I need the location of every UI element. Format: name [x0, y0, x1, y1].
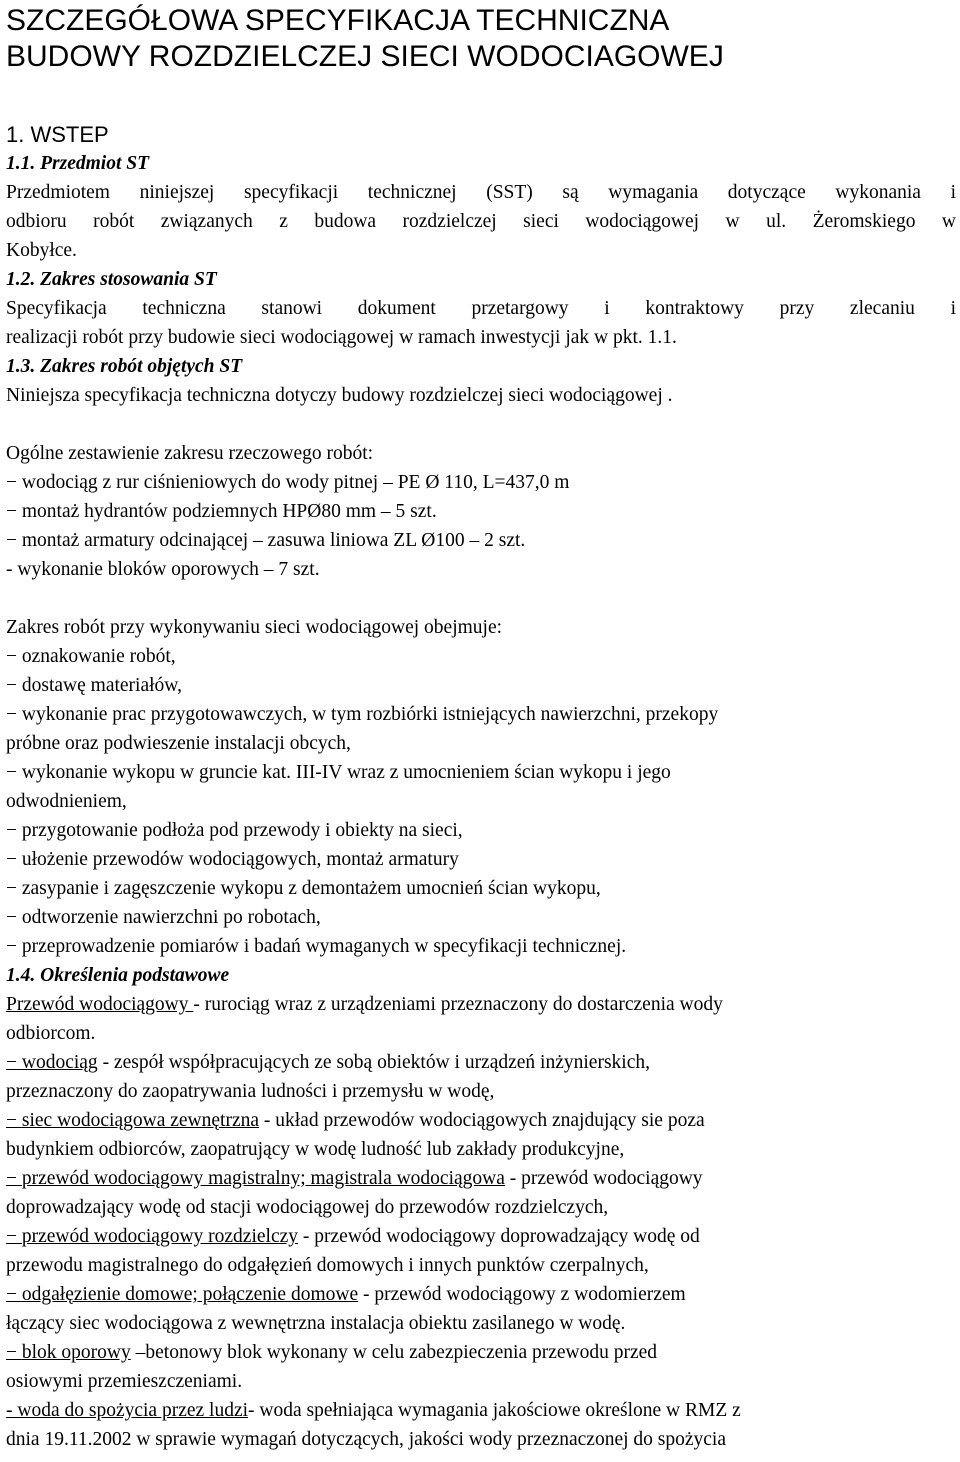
- definition-line: dnia 19.11.2002 w sprawie wymagań dotyczących, jakości wody przeznaczonej do spożycia: [6, 1429, 726, 1450]
- definition-term: siec wodociągowa zewnętrzna: [21, 1110, 260, 1131]
- list-item: - wykonanie bloków oporowych – 7 szt.: [6, 559, 320, 580]
- list-item: − oznakowanie robót,: [6, 646, 176, 667]
- definition-line: przewodu magistralnego do odgałęzień domowych i innych punktów czerpalnych,: [6, 1255, 649, 1276]
- definition-prefix: −: [6, 1284, 22, 1305]
- list-item: − wodociąg z rur ciśnieniowych do wody pitnej – PE Ø 110, L=437,0 m: [6, 472, 570, 493]
- definition-prefix: −: [6, 1168, 22, 1189]
- definition-line: przeznaczony do zaopatrywania ludności i przemysłu w wodę,: [6, 1081, 495, 1102]
- list-item: − przygotowanie podłoża pod przewody i obiekty na sieci,: [6, 820, 463, 841]
- list-item: − odtworzenie nawierzchni po robotach,: [6, 907, 321, 928]
- list-item: − montaż hydrantów podziemnych HPØ80 mm – 5 szt.: [6, 501, 437, 522]
- document-title-line-2: BUDOWY ROZDZIELCZEJ SIECI WODOCIAGOWEJ: [6, 40, 724, 73]
- definition-line: doprowadzający wodę od stacji wodociągowej do przewodów rozdzielczych,: [6, 1197, 609, 1218]
- definition-term: wodociąg: [21, 1052, 98, 1073]
- document-body: [6, 149, 956, 1454]
- definition-line: [6, 1338, 956, 1367]
- definition-text: - przewód wodociągowy z wodomierzem: [358, 1284, 686, 1305]
- definition-line: odbiorcom.: [6, 1023, 96, 1044]
- definition-term: przewód wodociągowy rozdzielczy: [21, 1226, 299, 1247]
- definition-text: - woda spełniająca wymagania jakościowe określone w RMZ z: [248, 1400, 741, 1421]
- list-item: − montaż armatury odcinającej – zasuwa liniowa ZL Ø100 – 2 szt.: [6, 530, 526, 551]
- definition-line: [6, 1048, 956, 1077]
- definition-term: - woda do spożycia przez ludzi: [6, 1400, 249, 1421]
- list-item: − przeprowadzenie pomiarów i badań wymaganych w specyfikacji technicznej.: [6, 936, 627, 957]
- definition-line: [6, 1280, 956, 1309]
- paragraph-line: Kobyłce.: [6, 240, 77, 261]
- paragraph-line: Niniejsza specyfikacja techniczna dotyczy budowy rozdzielczej sieci wodociągowej .: [6, 385, 673, 406]
- definition-line: [6, 990, 956, 1019]
- definition-line: budynkiem odbiorców, zaopatrujący w wodę ludność lub zakłady produkcyjne,: [6, 1139, 625, 1160]
- list-item: − zasypanie i zagęszczenie wykopu z demontażem umocnień ścian wykopu,: [6, 878, 601, 899]
- section-1-heading: 1. WSTEP: [6, 122, 109, 147]
- definition-text: –betonowy blok wykonany w celu zabezpieczenia przewodu przed: [130, 1342, 658, 1363]
- definition-prefix: −: [6, 1052, 22, 1073]
- section-1-3-heading: 1.3. Zakres robót objętych ST: [6, 356, 243, 377]
- paragraph-line: realizacji robót przy budowie sieci wodociągowej w ramach inwestycji jak w pkt. 1.1.: [6, 327, 677, 348]
- definition-line: [6, 1106, 956, 1135]
- definition-line: [6, 1222, 956, 1251]
- paragraph-line: Przedmiotem niniejszej specyfikacji technicznej (SST) są wymagania dotyczące wykonania i: [6, 182, 956, 203]
- definition-line: [6, 1164, 956, 1193]
- definition-term: blok oporowy: [21, 1342, 131, 1363]
- definition-text: - przewód wodociągowy doprowadzający wodę od: [298, 1226, 700, 1247]
- paragraph-line: odbioru robót związanych z budowa rozdzielczej sieci wodociągowej w ul. Żeromskiego w: [6, 211, 956, 232]
- list-item: − wykonanie wykopu w gruncie kat. III-IV wraz z umocnieniem ścian wykopu i jego: [6, 762, 671, 783]
- definition-text: - układ przewodów wodociągowych znajdujący sie poza: [259, 1110, 705, 1131]
- definition-prefix: −: [6, 1342, 22, 1363]
- definition-text: - rurociąg wraz z urządzeniami przeznaczony do dostarczenia wody: [193, 994, 723, 1015]
- definition-line: [6, 1396, 956, 1425]
- section-1-1-heading: 1.1. Przedmiot ST: [6, 153, 150, 174]
- section-1-2-heading: 1.2. Zakres stosowania ST: [6, 269, 217, 290]
- list-item: odwodnieniem,: [6, 791, 127, 812]
- section-1-4-heading: 1.4. Określenia podstawowe: [6, 965, 230, 986]
- summary-intro: Ogólne zestawienie zakresu rzeczowego robót:: [6, 443, 374, 464]
- definition-line: łączący siec wodociągowa z wewnętrzna instalacja obiektu zasilanego w wodę.: [6, 1313, 626, 1334]
- list-item: próbne oraz podwieszenie instalacji obcych,: [6, 733, 351, 754]
- list-item: − dostawę materiałów,: [6, 675, 182, 696]
- definition-term: odgałęzienie domowe; połączenie domowe: [21, 1284, 359, 1305]
- definition-term: Przewód wodociągowy: [6, 994, 194, 1015]
- list-item: − ułożenie przewodów wodociągowych, montaż armatury: [6, 849, 459, 870]
- definition-prefix: −: [6, 1110, 22, 1131]
- scope-intro: Zakres robót przy wykonywaniu sieci wodociągowej obejmuje:: [6, 617, 503, 638]
- list-item: − wykonanie prac przygotowawczych, w tym rozbiórki istniejących nawierzchni, przekopy: [6, 704, 719, 725]
- document-title-line-1: SZCZEGÓŁOWA SPECYFIKACJA TECHNICZNA: [6, 4, 670, 37]
- definition-text: - przewód wodociągowy: [504, 1168, 703, 1189]
- definition-term: przewód wodociągowy magistralny; magistrala wodociągowa: [21, 1168, 505, 1189]
- definition-line: osiowymi przemieszczeniami.: [6, 1371, 243, 1392]
- definition-prefix: −: [6, 1226, 22, 1247]
- paragraph-line: Specyfikacja techniczna stanowi dokument przetargowy i kontraktowy przy zlecaniu i: [6, 298, 956, 319]
- definition-text: - zespół współpracujących ze sobą obiektów i urządzeń inżynierskich,: [97, 1052, 650, 1073]
